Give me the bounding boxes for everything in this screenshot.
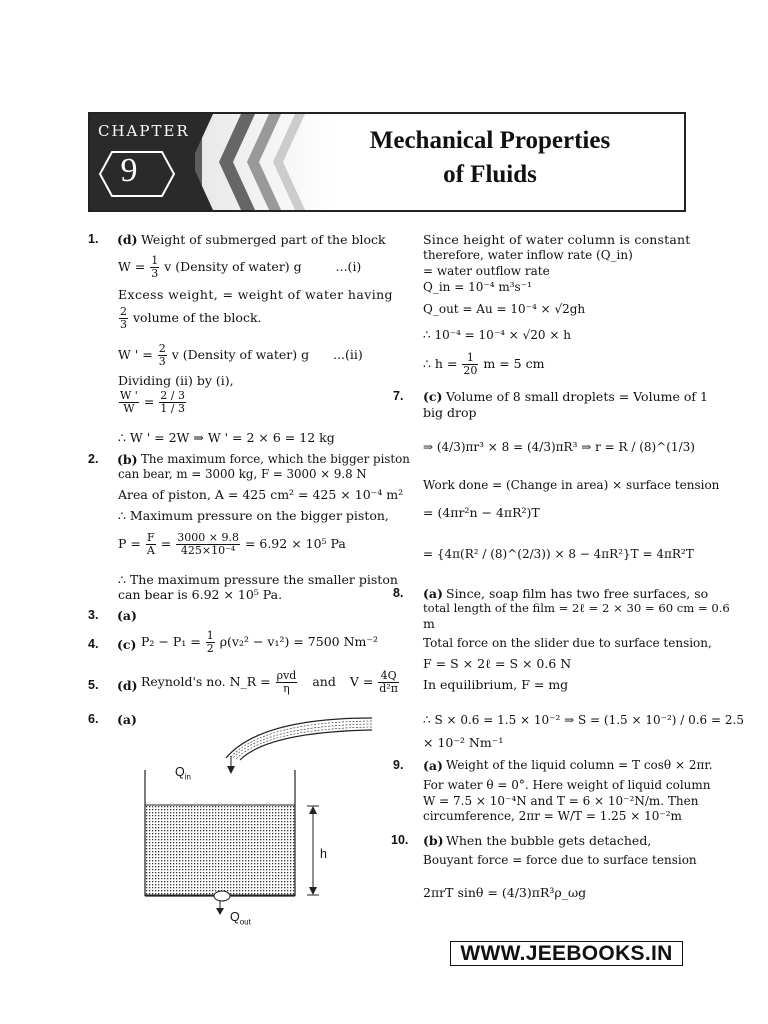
solution-text: circumference, 2πr = W/T = 1.25 × 10⁻²m [423, 809, 682, 823]
equation: W = $\frac{1}{3}$ v (Density of water) g ...(i) [118, 254, 362, 280]
site-watermark: WWW.JEEBOOKS.IN [450, 941, 683, 966]
solution-text: For water θ = 0°. Here weight of liquid column [423, 778, 711, 792]
solution-text: Excess weight, = weight of water having [118, 287, 393, 302]
question-number: 8. [393, 586, 404, 600]
question-number: 5. [88, 678, 99, 692]
equation: ∴ S × 0.6 = 1.5 × 10⁻² ⇒ S = (1.5 × 10⁻²) / 0.6 = 2.5 [423, 713, 744, 727]
solution-text: = water outflow rate [423, 264, 550, 278]
equation: × 10⁻² Nm⁻¹ [423, 735, 504, 750]
answer-option: (c) [117, 637, 137, 652]
solution-text: therefore, water inflow rate (Q_in) [423, 248, 633, 262]
solution-text: can bear is 6.92 × 10⁵ Pa. [118, 587, 283, 602]
question-number: 9. [393, 758, 404, 772]
equation: = (4πr²n − 4πR²)T [423, 505, 540, 520]
solution-text: can bear, m = 3000 kg, F = 3000 × 9.8 N [118, 467, 367, 481]
chapter-header [88, 112, 686, 212]
solution-text: Total force on the slider due to surface tension, [423, 636, 712, 650]
equation: $\frac{2}{3}$ volume of the block. [120, 305, 262, 331]
equation: ∴ W ' = 2W ⇒ W ' = 2 × 6 = 12 kg [118, 430, 335, 445]
chapter-title: Mechanical Properties of Fluids [369, 127, 611, 188]
question-number: 1. [88, 232, 99, 246]
solution-text: Bouyant force = force due to surface tension [423, 853, 697, 867]
answer-option: (a) [117, 712, 137, 727]
solution-text: Weight of submerged part of the block [141, 232, 386, 247]
answer-option: (b) [117, 452, 138, 467]
height-label: h [320, 847, 327, 861]
chapter-badge [90, 114, 202, 210]
question-number: 6. [88, 712, 99, 726]
answer-option: (a) [117, 608, 137, 623]
answer-option: (a) [423, 586, 443, 601]
equation: 2πrT sinθ = (4/3)πR³ρ_ωg [423, 885, 587, 900]
solution-text: W = 7.5 × 10⁻⁴N and T = 6 × 10⁻²N/m. Then [423, 794, 699, 808]
answer-option: (b) [423, 833, 444, 848]
solution-text: Volume of 8 small droplets = Volume of 1 [446, 389, 708, 404]
solution-text: ∴ Maximum pressure on the bigger piston, [118, 508, 389, 523]
equation: F = S × 2ℓ = S × 0.6 N [423, 656, 572, 671]
equation: Q_out = Au = 10⁻⁴ × √2gh [423, 302, 586, 316]
solution-text: Weight of the liquid column = T cosθ × 2πr. [446, 758, 713, 772]
equation: P = $\frac{F}{A}$ = $\frac{3000 \times 9.8}{\text{425×10⁻⁴}}$ = 6.92 × 10⁵ Pa [118, 531, 346, 557]
solution-text: In equilibrium, F = mg [423, 677, 569, 692]
answer-option: (d) [117, 232, 138, 247]
outflow-label: $Q_{out}$ [230, 910, 251, 927]
equation: = {4π(R² / (8)^(2/3)) × 8 − 4πR²}T = 4πR²T [423, 547, 694, 561]
equation: P₂ − P₁ = $\frac{1}{2}$ ρ(v₂² − v₁²) = 7500 Nm⁻² [141, 629, 378, 655]
equation: ∴ 10⁻⁴ = 10⁻⁴ × √20 × h [423, 328, 571, 342]
solution-text: Work done = (Change in area) × surface tension [423, 478, 720, 492]
equation: ∴ h = $\frac{1}{20}$ m = 5 cm [423, 351, 545, 377]
solution-text: ∴ The maximum pressure the smaller piston [118, 572, 398, 587]
tank-flow-diagram [140, 710, 380, 935]
equation: ⇒ (4/3)πr³ × 8 = (4/3)πR³ ⇒ r = R / (8)^(1/3) [423, 440, 695, 454]
solution-text: Dividing (ii) by (i), [118, 373, 234, 388]
answer-option: (a) [423, 758, 443, 773]
answer-option: (c) [423, 389, 443, 404]
solution-text: When the bubble gets detached, [446, 833, 652, 848]
chapter-number: 9 [120, 152, 138, 189]
question-number: 4. [88, 637, 99, 651]
solution-text: m [423, 616, 435, 631]
solution-text: big drop [423, 405, 477, 420]
inflow-label: $Q_{in}$ [175, 765, 191, 782]
equation: W ' = $\frac{2}{3}$ v (Density of water) g ...(ii) [118, 342, 363, 368]
question-number: 3. [88, 608, 99, 622]
question-number: 7. [393, 389, 404, 403]
chapter-label: CHAPTER [98, 122, 190, 140]
equation: Reynold's no. N_R = $\frac{\text{ρvd}}{\eta}$ and V = $\frac{4Q}{\text{d²π}}$ [141, 669, 398, 695]
solution-text: Since, soap film has two free surfaces, so [446, 586, 709, 601]
solution-text: The maximum force, which the bigger piston [141, 452, 410, 466]
solution-text: total length of the film = 2ℓ = 2 × 30 = 60 cm = 0.6 [423, 601, 730, 615]
question-number: 10. [391, 833, 409, 847]
equation: $\frac{W '}{W}$ = $\frac{2 / 3}{1 / 3}$ [120, 389, 185, 415]
equation: Q_in = 10⁻⁴ m³s⁻¹ [423, 280, 532, 294]
question-number: 2. [88, 452, 99, 466]
solution-text: Area of piston, A = 425 cm² = 425 × 10⁻⁴ m² [118, 487, 404, 502]
answer-option: (d) [117, 678, 138, 693]
solution-text: Since height of water column is constant [423, 232, 691, 247]
